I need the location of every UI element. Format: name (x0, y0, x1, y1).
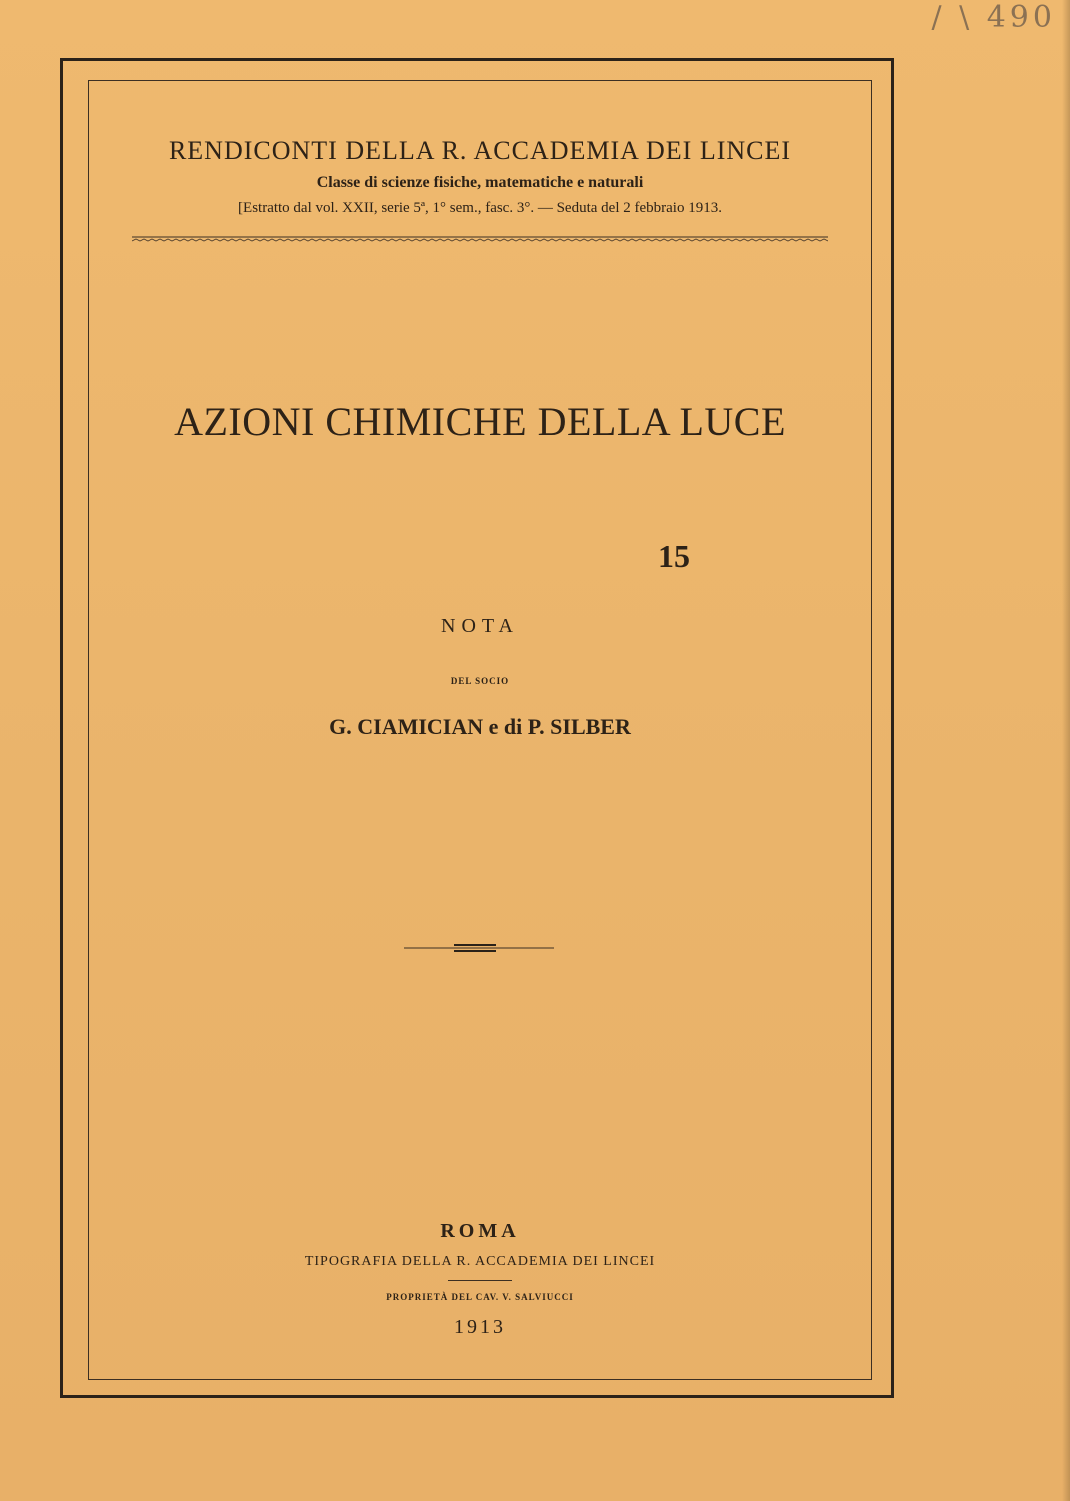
socio-label: DEL SOCIO (450, 676, 510, 686)
ornamental-double-rule (404, 942, 554, 954)
authors-line: G. CIAMICIAN e di P. SILBER (329, 714, 631, 739)
title-page-content (88, 80, 872, 1380)
journal-title: RENDICONTI DELLA R. ACCADEMIA DEI LINCEI (168, 136, 792, 165)
page-edge-shadow (1062, 0, 1070, 1501)
extract-citation: [Estratto dal vol. XXII, serie 5ª, 1° sem., fasc. 3°. — Seduta del 2 febbraio 1913. (238, 200, 722, 216)
main-title: AZIONI CHIMICHE DELLA LUCE (174, 399, 786, 444)
wavy-divider-rule (132, 236, 828, 244)
proprietor-line: PROPRIETÀ DEL CAV. V. SALVIUCCI (386, 1292, 574, 1302)
printer-divider (448, 1280, 512, 1281)
archive-number-mark: / \ 490 (931, 0, 1056, 35)
printer-name: TIPOGRAFIA DELLA R. ACCADEMIA DEI LINCEI (304, 1254, 656, 1269)
class-subtitle: Classe di scienze fisiche, matematiche e naturali (316, 174, 644, 191)
nota-label: NOTA (441, 615, 519, 637)
note-number: 15 (658, 538, 690, 574)
publication-year: 1913 (454, 1316, 506, 1338)
publication-city: ROMA (440, 1220, 520, 1242)
